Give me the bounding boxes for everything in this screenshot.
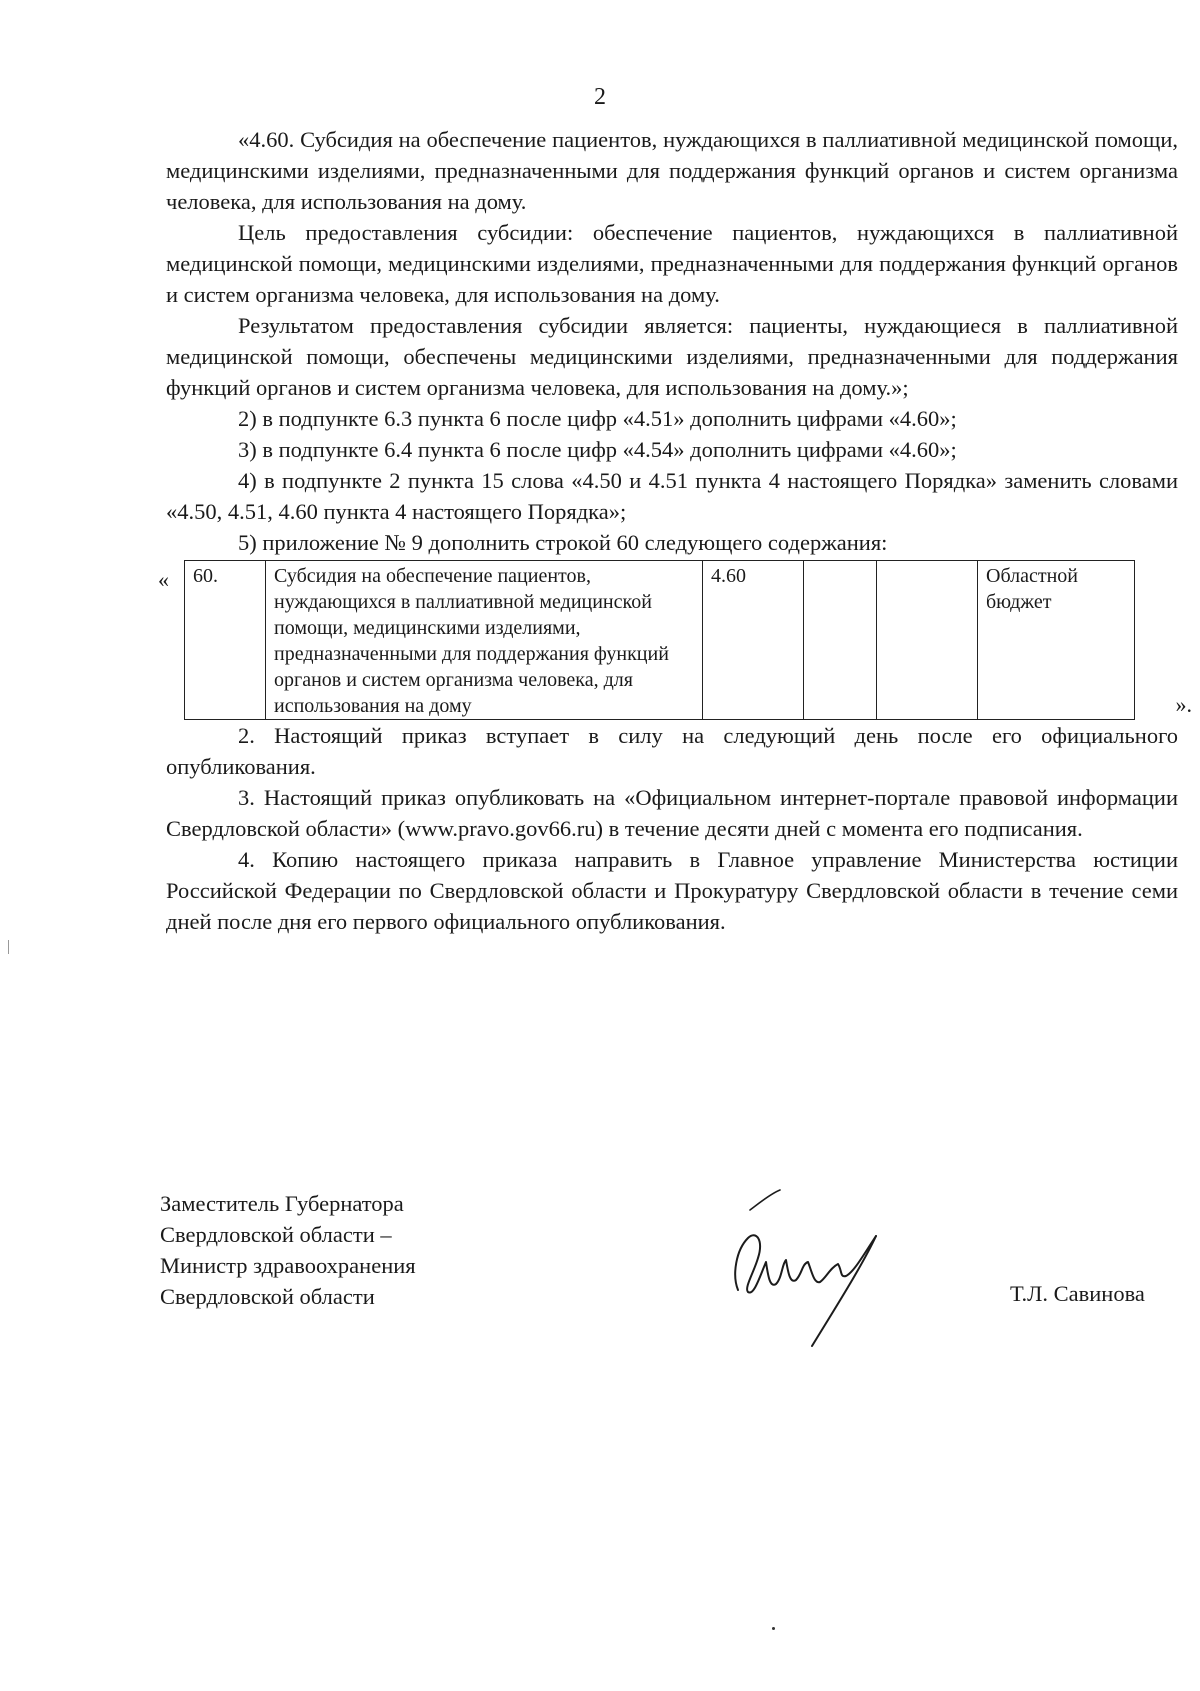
paragraph-subsidy-4-60: «4.60. Субсидия на обеспечение пациентов, нуждающихся в паллиативной медицинской помощи, медицинскими изделиями, предназначенными для поддержания функций органов и систем организма человека, для использования на дому. xyxy=(166,127,1178,214)
paragraph-item-3: 3. Настоящий приказ опубликовать на «Официальном интернет-портале правовой информации Свердловской области» (www.pravo.gov66.ru) в течение десяти дней с момента его подписания. xyxy=(166,785,1178,841)
table-row xyxy=(185,561,1135,720)
signatory-title-line-4: Свердловской области xyxy=(160,1284,375,1309)
scan-speck xyxy=(772,1627,775,1630)
signatory-title-line-3: Министр здравоохранения xyxy=(160,1253,416,1278)
paragraph-amendment-2: 2) в подпункте 6.3 пункта 6 после цифр «4.51» дополнить цифрами «4.60»; xyxy=(238,406,957,431)
table-cell-empty-1 xyxy=(804,561,877,720)
paragraph-item-2: 2. Настоящий приказ вступает в силу на следующий день после его официального опубликования. xyxy=(166,723,1178,779)
table-cell-code: 4.60 xyxy=(703,561,804,720)
paragraph-amendment-5: 5) приложение № 9 дополнить строкой 60 следующего содержания: xyxy=(238,530,888,555)
table-cell-name: Субсидия на обеспечение пациентов, нуждающихся в паллиативной медицинской помощи, медицинскими изделиями, предназначенными для поддержания функций органов и систем организма человека, для использования на дому xyxy=(266,561,703,720)
table-cell-source: Областной бюджет xyxy=(978,561,1135,720)
scan-edge-mark xyxy=(8,940,9,954)
table-cell-number: 60. xyxy=(185,561,266,720)
handwritten-signature xyxy=(730,1180,900,1355)
table-cell-empty-2 xyxy=(877,561,978,720)
table-open-quote: « xyxy=(158,567,169,592)
page-number: 2 xyxy=(594,84,606,110)
paragraph-amendment-3: 3) в подпункте 6.4 пункта 6 после цифр «4.54» дополнить цифрами «4.60»; xyxy=(238,437,957,462)
paragraph-subsidy-goal: Цель предоставления субсидии: обеспечение пациентов, нуждающихся в паллиативной медицинской помощи, медицинскими изделиями, предназначенными для поддержания функций органов и систем организма человека, для использования на дому. xyxy=(166,220,1178,307)
appendix-table-block xyxy=(158,560,1192,720)
paragraph-amendment-4: 4) в подпункте 2 пункта 15 слова «4.50 и 4.51 пункта 4 настоящего Порядка» заменить словами «4.50, 4.51, 4.60 пункта 4 настоящего Порядка»; xyxy=(166,468,1178,524)
table-close-quote: ». xyxy=(1175,692,1192,717)
document-body xyxy=(158,124,1192,937)
signatory-title-line-2: Свердловской области – xyxy=(160,1222,392,1247)
paragraph-subsidy-result: Результатом предоставления субсидии является: пациенты, нуждающиеся в паллиативной медицинской помощи, обеспечены медицинскими изделиями, предназначенными для поддержания функций органов и систем организма человека, для использования на дому.»; xyxy=(166,313,1178,400)
signatory-title-line-1: Заместитель Губернатора xyxy=(160,1191,404,1216)
signature-block xyxy=(160,1188,416,1312)
paragraph-item-4: 4. Копию настоящего приказа направить в Главное управление Министерства юстиции Российской Федерации по Свердловской области и Прокуратуру Свердловской области в течение семи дней после дня его первого официального опубликования. xyxy=(166,847,1178,934)
signer-name: Т.Л. Савинова xyxy=(1010,1281,1145,1306)
appendix-table xyxy=(184,560,1135,720)
